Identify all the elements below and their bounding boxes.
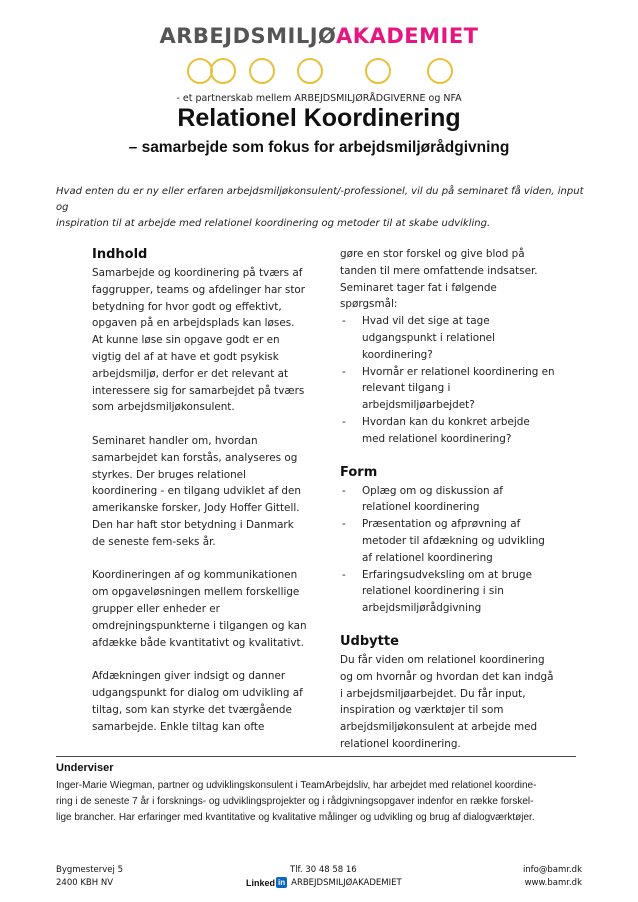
- list-item: - Hvordan kan du konkret arbejde med relationel koordinering?: [340, 414, 555, 448]
- page-title: Relationel Koordinering: [177, 104, 461, 132]
- intro-text: [56, 184, 586, 232]
- indhold-paragraph: Afdækningen giver indsigt og danner udgangspunkt for dialog om udvikling af tiltag, som kan styrke det tværgående samarbejde. Enkle tiltag kan ofte: [92, 670, 303, 733]
- phone-number: Tlf. 30 48 58 16: [290, 865, 357, 875]
- linkedin-logo-text: Linked: [246, 877, 276, 888]
- list-item: - Erfaringsudveksling om at bruge relationel koordinering i sin arbejdsmiljørådgivning: [340, 567, 555, 617]
- form-heading: Form: [340, 464, 378, 480]
- address-city: 2400 KBH NV: [56, 877, 114, 888]
- underviser-line: lige brancher. Har erfaringer med kvantitative og kvalitative målinger og udvikling og brug af dialogværktøjer.: [56, 812, 535, 823]
- linkedin-icon: [246, 877, 287, 890]
- address-street: Bygmestervej 5: [56, 865, 123, 875]
- underviser-line: Inger-Marie Wiegman, partner og udviklingskonsulent i TeamArbejdsliv, har arbejdet med relationel koordine-: [56, 780, 537, 791]
- linkedin-logo-in: in: [278, 878, 286, 888]
- logo-text-part2: AKADEMIET: [336, 24, 479, 48]
- linkedin-name: ARBEJDSMILJØAKADEMIET: [291, 877, 402, 888]
- questions-list: [340, 313, 555, 447]
- list-item: - Præsentation og afprøvning af metoder til afdækning og udvikling af relationel koordinering: [340, 516, 555, 566]
- udbytte-text: Du får viden om relationel koordinering og om hvornår og hvordan det kan indgå i arbejdsmiljøarbejdet. Du får input, inspiration og værktøjer til som arbejdsmiljøkonsulent at arbejde med relationel koordinering.: [340, 653, 554, 750]
- web-link[interactable]: www.bamr.dk: [524, 877, 582, 888]
- linkedin-link[interactable]: [246, 877, 402, 890]
- underviser-line: ring i de seneste 7 år i forsknings- og udviklingsprojekter og i rådgivningsopgaver indenfor en række forskel-: [56, 796, 534, 807]
- form-list: [340, 483, 555, 617]
- logo-text-part1: ARBEJDSMILJØ: [159, 24, 337, 48]
- footer-contact: [246, 864, 402, 889]
- partner-line: - et partnerskab mellem ARBEJDSMILJØRÅDGIVERNE og NFA: [176, 93, 462, 104]
- footer-online: [523, 864, 582, 889]
- indhold-paragraph: Koordineringen af og kommunikationen om opgaveløsningen mellem forskellige grupper eller enheder er omdrejningspunkterne i tilgangen og kan afdække både kvantitativt og kvalitativt.: [92, 569, 307, 649]
- underviser-heading: Underviser: [56, 762, 114, 774]
- indhold-paragraph: Seminaret handler om, hvordan samarbejdet kan forstås, analyseres og styrkes. Der bruges relationel koordinering - en tilgang udviklet af den amerikanske forsker, Jody Hoffer Gittell. Den har haft stor betydning i Danmark de seneste fem-seks år.: [92, 434, 301, 548]
- list-item: - Oplæg om og diskussion af relationel koordinering: [340, 483, 555, 517]
- underviser-text: [56, 778, 582, 826]
- intro-line: inspiration til at arbejde med relationel koordinering og metoder til at skabe udvikling.: [56, 218, 491, 229]
- list-item: - Hvornår er relationel koordinering en relevant tilgang i arbejdsmiljøarbejdet?: [340, 364, 555, 414]
- intro-line: Hvad enten du er ny eller erfaren arbejdsmiljøkonsulent/-professionel, vil du på seminaret få viden, input og: [56, 186, 584, 213]
- indhold-paragraph: Samarbejde og koordinering på tværs af faggrupper, teams og afdelinger har stor betydning for hvor godt og effektivt, opgaven på en arbejdsplads kan løses. At kunne løse sin opgave godt er en vigtig del af at have et godt psykisk arbejdsmiljø, derfor er det relevant at interessere sig for samarbejdet på tværs som arbejdsmiljøkonsulent.: [92, 267, 306, 414]
- divider: [56, 756, 576, 757]
- left-column: [92, 246, 307, 735]
- footer-address: [56, 864, 123, 889]
- questions-intro: Seminaret tager fat i følgende spørgsmål:: [340, 281, 497, 311]
- indhold-heading: Indhold: [92, 247, 148, 262]
- email-link[interactable]: info@bamr.dk: [522, 865, 582, 875]
- udbytte-section: [340, 633, 555, 753]
- udbytte-heading: Udbytte: [340, 633, 399, 649]
- brand-logo: [0, 24, 638, 48]
- indhold-continuation: gøre en stor forskel og give blod på tanden til mere omfattende indsatser.: [340, 248, 538, 277]
- form-section: [340, 464, 555, 617]
- right-column: [340, 246, 555, 753]
- page-subtitle: – samarbejde som fokus for arbejdsmiljørådgivning: [128, 139, 510, 156]
- logo-circles-graphic: [184, 56, 464, 86]
- list-item: - Hvad vil det sige at tage udgangspunkt i relationel koordinering?: [340, 313, 555, 363]
